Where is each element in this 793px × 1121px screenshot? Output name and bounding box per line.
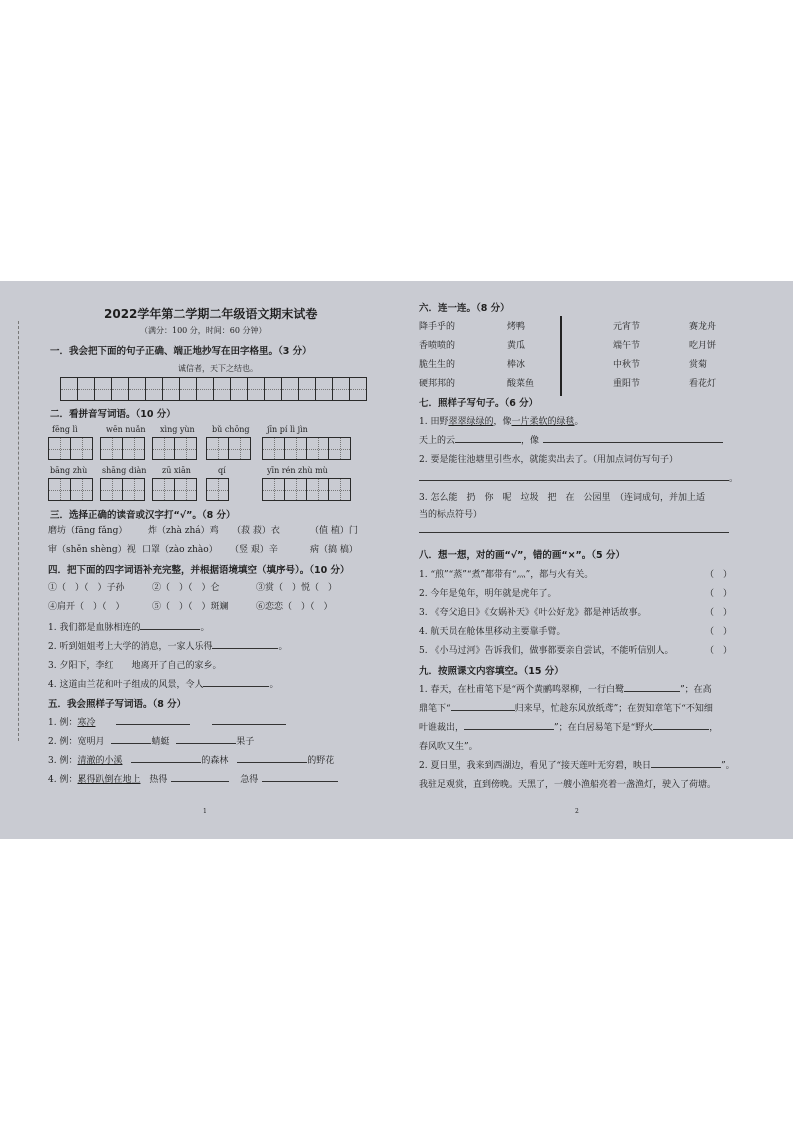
idiom-3: ③赏（ ）悦（ ） <box>256 583 338 593</box>
s7-q3-line <box>419 523 729 536</box>
answer-boxes-2 <box>100 437 144 460</box>
answer-boxes-6 <box>48 478 92 501</box>
match-c-2: 端午节 <box>613 341 641 351</box>
pinyin-1: fēng lì <box>52 425 78 434</box>
answer-boxes-5 <box>262 437 350 460</box>
pinyin-10: yīn rén zhù mù <box>267 466 328 475</box>
s4-q3: 3. 夕阳下，李红 地离开了自己的家乡。 <box>48 661 222 671</box>
s7-example: 1. 田野翠翠绿绿的，像一片柔软的绿毯。 <box>419 417 584 427</box>
s7-q1-answer: 天上的云 ，像 <box>419 433 723 446</box>
match-b-1: 烤鸭 <box>507 322 526 332</box>
answer-boxes-9 <box>206 478 228 501</box>
pinyin-2: wēn nuǎn <box>106 425 146 434</box>
copy-sentence: 诚信者，天下之结也。 <box>178 364 258 373</box>
scanned-exam-sheet <box>0 281 793 839</box>
s3-item-5: 审（shěn shèng）视 <box>48 545 136 555</box>
match-d-4: 看花灯 <box>689 379 717 389</box>
s5-row-4: 4. 例：累得趴倒在地上 热得 急得 <box>48 772 338 785</box>
section-2-heading: 二．看拼音写词语。（10 分） <box>50 409 176 420</box>
tf-item-2: 2. 今年是兔年，明年就是虎年了。 <box>419 589 557 599</box>
match-a-1: 降手乎的 <box>419 322 456 332</box>
match-d-2: 吃月饼 <box>689 341 717 351</box>
page-number-right: 2 <box>575 808 579 815</box>
s7-q2: 2. 要是能往池塘里引些水，就能卖出去了。（用加点词仿写句子） <box>419 455 678 465</box>
tf-item-3: 3. 《夸父追日》《女娲补天》《叶公好龙》都是神话故事。 <box>419 608 647 618</box>
pinyin-8: zū xiān <box>162 466 191 475</box>
copy-grid <box>60 377 366 401</box>
s7-q2-line: 。 <box>419 471 738 484</box>
s3-item-6: 口罩（zào zhào） <box>142 545 218 555</box>
s9-line-1: 1. 春天，在杜甫笔下是“两个黄鹂鸣翠柳，一行白鹭 ”；在高 <box>419 682 712 695</box>
tf-item-5: 5. 《小马过河》告诉我们，做事都要亲自尝试，不能听信别人。 <box>419 646 674 656</box>
tf-paren-2: （ ） <box>705 589 733 599</box>
idiom-1: ①（ ）（ ）子孙 <box>48 583 125 593</box>
exam-subtitle: （满分：100 分，时间：60 分钟） <box>140 326 267 335</box>
page-number-left: 1 <box>203 808 207 815</box>
matching-divider <box>560 316 562 396</box>
tf-item-4: 4. 航天员在舱体里移动主要靠手臂。 <box>419 627 566 637</box>
section-3-heading: 三．选择正确的读音或汉字打“√”。（8 分） <box>50 510 236 521</box>
tf-paren-3: （ ） <box>705 608 733 618</box>
s9-line-5: 2. 夏日里，我来到西湖边，看见了“接天莲叶无穷碧，映日 ”。 <box>419 758 735 771</box>
match-a-2: 香喷喷的 <box>419 341 456 351</box>
pinyin-3: xìng yùn <box>160 425 195 434</box>
pinyin-7: shāng diàn <box>102 466 147 475</box>
section-5-heading: 五．我会照样子写词语。（8 分） <box>48 699 187 710</box>
idiom-4: ④肩开（ ）（ ） <box>48 602 125 612</box>
binding-margin-line <box>18 321 20 741</box>
section-9-heading: 九．按照课文内容填空。（15 分） <box>419 666 564 677</box>
idiom-5: ⑤（ ）（ ）斑斓 <box>152 602 229 612</box>
answer-boxes-8 <box>152 478 196 501</box>
s7-q3-cont: 当的标点符号） <box>419 510 483 520</box>
s9-line-6: 我驻足观赏，直到傍晚。天黑了，一艘小渔船亮着一盏渔灯，驶入了荷塘。 <box>419 780 717 790</box>
s3-item-2: 炸（zhà zhá）鸡 <box>148 526 219 536</box>
left-page <box>40 281 370 839</box>
answer-boxes-3 <box>152 437 196 460</box>
s3-item-7: （竖 艰）辛 <box>230 545 278 555</box>
match-b-4: 酸菜鱼 <box>507 379 535 389</box>
match-c-4: 重阳节 <box>613 379 641 389</box>
section-4-heading: 四．把下面的四字词语补充完整，并根据语境填空（填序号）。（10 分） <box>48 565 350 576</box>
answer-boxes-4 <box>206 437 250 460</box>
tf-paren-4: （ ） <box>705 627 733 637</box>
section-7-heading: 七．照样子写句子。（6 分） <box>419 398 539 409</box>
exam-title: 2022学年第二学期二年级语文期末试卷 <box>104 307 318 321</box>
match-c-3: 中秋节 <box>613 360 641 370</box>
match-b-3: 棒冰 <box>507 360 526 370</box>
s4-q1: 1. 我们都是血脉相连的 。 <box>48 620 209 633</box>
pinyin-9: qí <box>218 466 226 475</box>
s3-item-1: 磨坊（fāng fǎng） <box>48 526 128 536</box>
s3-item-4: （值 植）门 <box>310 526 358 536</box>
match-d-1: 赛龙舟 <box>689 322 717 332</box>
tf-paren-5: （ ） <box>705 646 733 656</box>
s9-line-2: 鼎笔下“ 归来早，忙趁东风放纸鸢”；在贺知章笔下“不知细 <box>419 701 713 714</box>
s4-q4: 4. 这道由兰花和叶子组成的风景，令人 。 <box>48 677 278 690</box>
pinyin-6: bāng zhù <box>50 466 88 475</box>
match-a-4: 硬邦邦的 <box>419 379 456 389</box>
answer-boxes-10 <box>262 478 350 501</box>
idiom-6: ⑥恋恋（ ）（ ） <box>256 602 333 612</box>
answer-boxes-7 <box>100 478 144 501</box>
pinyin-5: jīn pí lì jìn <box>267 425 308 434</box>
s5-row-3: 3. 例：清澈的小溪 的森林 的野花 <box>48 753 334 766</box>
s5-row-2: 2. 例：宽明月 蜻蜓 果子 <box>48 734 254 747</box>
tf-paren-1: （ ） <box>705 570 733 580</box>
answer-boxes-1 <box>48 437 92 460</box>
s3-item-8: 病（搞 槁） <box>310 545 358 555</box>
tf-item-1: 1. “煎”“蒸”“煮”都带有“灬”，都与火有关。 <box>419 570 594 580</box>
pinyin-4: bǔ chōng <box>212 425 250 434</box>
s9-line-4: 春风吹又生”。 <box>419 742 478 752</box>
s4-q2: 2. 听到姐姐考上大学的消息，一家人乐得 。 <box>48 639 287 652</box>
s9-line-3: 叶谁裁出， ”；在白居易笔下是“野火 ， <box>419 720 718 733</box>
idiom-2: ②（ ）（ ）仑 <box>152 583 220 593</box>
section-6-heading: 六．连一连。（8 分） <box>419 303 510 314</box>
s5-row-1: 1. 例：寒冷 <box>48 715 286 728</box>
s7-q3: 3. 怎么能 扔 你 呢 垃圾 把 在 公园里 （连词成句，并加上适 <box>419 493 705 503</box>
s3-item-3: （菽 菽）衣 <box>232 526 280 536</box>
match-a-3: 脆生生的 <box>419 360 456 370</box>
right-page <box>415 281 765 839</box>
match-c-1: 元宵节 <box>613 322 641 332</box>
section-8-heading: 八．想一想，对的画“√”，错的画“×”。（5 分） <box>419 550 625 561</box>
section-1-heading: 一．我会把下面的句子正确、端正地抄写在田字格里。（3 分） <box>50 346 312 357</box>
match-d-3: 赏菊 <box>689 360 708 370</box>
match-b-2: 黄瓜 <box>507 341 526 351</box>
